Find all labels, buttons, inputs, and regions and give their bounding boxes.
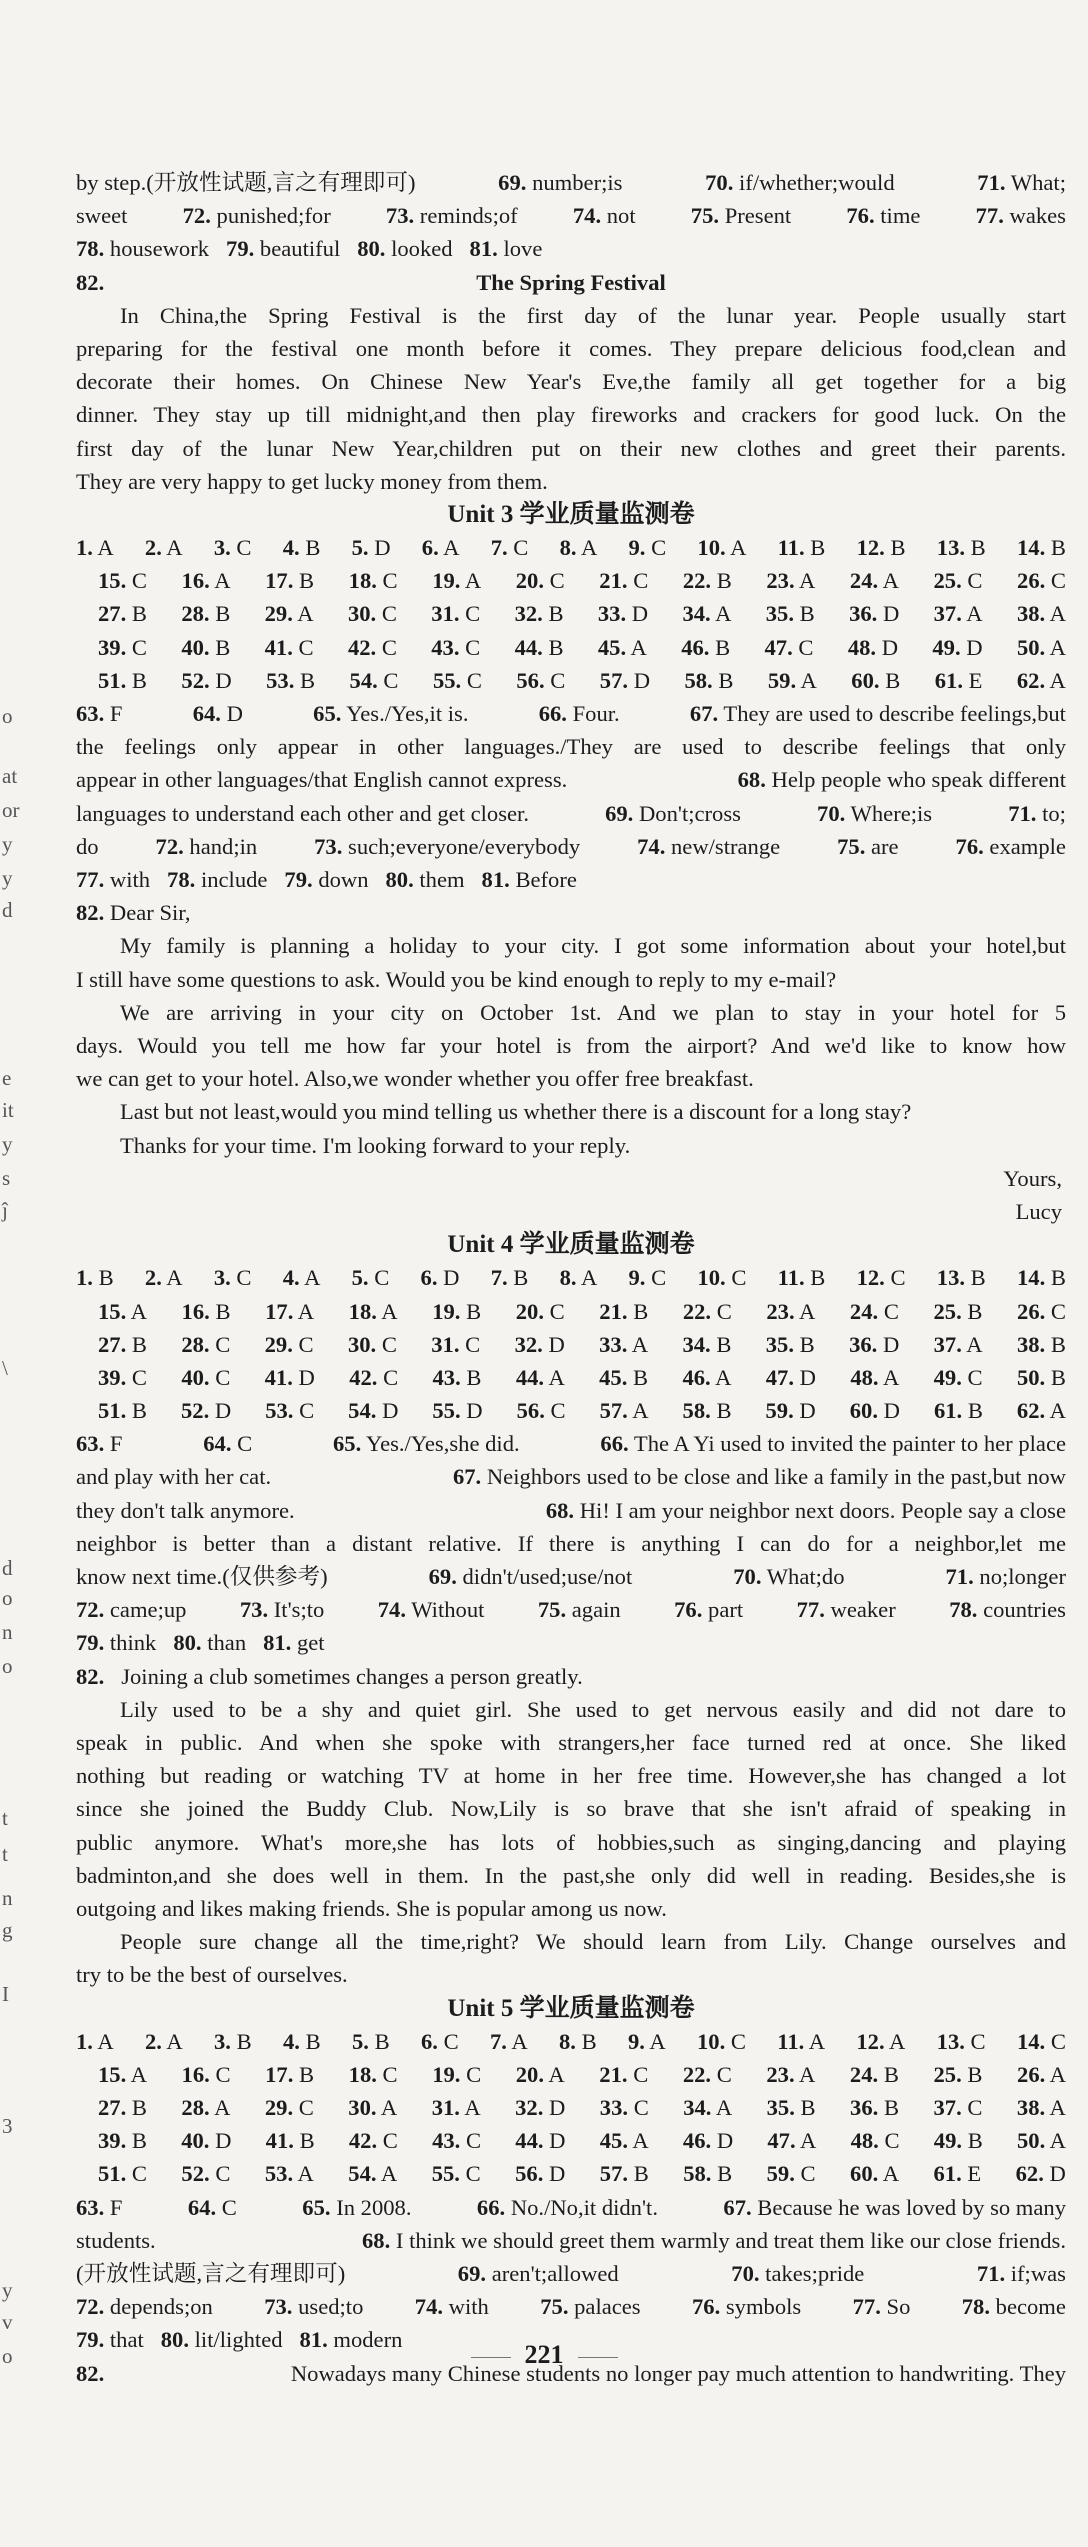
answer-item: 47. A	[767, 2128, 817, 2154]
answer-item: 11. A	[777, 2028, 826, 2054]
margin-char: o	[2, 2344, 13, 2368]
answer-item: 5. D	[351, 535, 391, 561]
margin-char: n	[2, 1620, 13, 1644]
answer-item: 41. D	[264, 1364, 315, 1390]
unit3-answer-row	[76, 664, 1066, 697]
answer-item: 62. A	[1016, 1398, 1066, 1424]
answer-item: 9. A	[628, 2028, 666, 2054]
unit5-q82: 82. Nowadays many Chinese students no longer pay much attention to handwriting. They	[76, 2360, 1066, 2386]
answer-item: 30. C	[347, 601, 397, 627]
unit2-q82-row	[76, 266, 1066, 299]
unit3-answer-row	[76, 631, 1066, 664]
answer-item: 56. D	[515, 2161, 566, 2187]
answer-item: 7. B	[490, 1265, 529, 1291]
unit3-answer-row	[76, 597, 1066, 630]
answer-item: 53. C	[265, 1398, 315, 1424]
answer-item: 27. B	[98, 1331, 147, 1357]
answer-item: 1. A	[76, 535, 114, 561]
answer-item: 48. A	[850, 1364, 900, 1390]
answer-page: by step.(开放性试题,言之有理即可) 69. number;is 70. if/whether;would 71. What; sweet 72. punished;for 73. reminds;of 74. not 75. Present 76. time 77. wakes 78. housework 79. beautiful 80. looked 81. love 82. The Spring Festival In China,the Spring Festival is the first day of the lunar year. People usually start preparing for the festival one month before it comes. They prepare delicious food,clean and decorate their homes. On Chinese New Year's Eve,the family all get together for a big dinner. They stay up till midnight,and then play fireworks and crackers for good luck. On the first day of the lunar New Year,children put on their new clothes and greet their parents. They are very happy to get lucky money from them. Unit 3 学业质量监测卷 1. A 2. A 3. C 4. B 5. D 6. A 7. C 8. A 9. C 10. A 11. B 12. B 13. B 14. B 15. C 16. A 17. B 18. C 19. A 20. C 21. C 22. B 23. A 24. A 25. C 26. C 27. B 28. B 29. A 30. C 31. C 32. B 33. D 34. A 35. B 36. D 37. A 38. A 39. C 40. B 41. C 42. C 43. C 44. B 45. A 46. B 47. C 48. D 49. D 50. A 51. B 52. D 53. B 54. C 55. C 56. C 57. D 58. B 59. A 60. B 61. E 62. A 63. F 64. D 65. Yes./Yes,it is. 66. Four. 67. They are used to describe feelings,but the feelings only appear in other languages./They are used to describe feelings that only appear in other languages/that English cannot express. 68. Help people who speak different languages to understand each other and get closer. 69. Don't;cross 70. Where;is 71. to; do 72. hand;in 73. such;everyone/everybody 74. new/strange 75. are 76. example 77. with 78. include 79. down 80. them 81. Before 82. Dear Sir, My family is planning a holiday to your city. I got some information about your hotel,but I still have some questions to ask. Would you be kind enough to reply to my e-mail? We are arriving in your city on October 1st. And we plan to stay in your hotel for 5 days. Would you tell me how far your hotel is from the airport? And we'd like to know how we can get to your hotel. Also,we wonder whether you offer free breakfast. Last but not least,would you mind telling us whether there is a discount for a long stay? Thanks for your time. I'm looking forward to your reply. Yours, Lucy Unit 4 学业质量监测卷 1. B 2. A 3. C 4. A 5. C 6. D 7. B 8. A 9. C 10. C 11. B 12. C 13. B 14. B 15. A 16. B 17. A 18. A 19. B 20. C 21. B 22. C 23. A 24. C 25. B 26. C 27. B 28. C 29. C 30. C 31. C 32. D 33. A 34. B 35. B 36. D 37. A 38. B 39. C 40. C 41. D 42. C 43. B 44. A 45. B 46. A 47. D 48. A 49. C 50. B 51. B 52. D 53. C 54. D 55. D 56. C 57. A 58. B 59. D 60. D 61. B 62. A 63. F 64. C 65. Yes./Yes,she did. 66. The A Yi used to invited the painter to her place and play with her cat. 67. Neighbors used to be close and like a family in the past,but now they don't talk anymore. 68. Hi! I am your neighbor next doors. People say a close neighbor is better than a distant relative. If there is anything I can do for a neighbor,let me know next time.(仅供参考) 69. didn't/used;use/not 70. What;do 71. no;longer 72. came;up 73. It's;to 74. Without 75. again 76. part 77. weaker 78. countries 79. think 80. than 81. get 82. Joining a club sometimes changes a person greatly. Lily used to be a shy and quiet girl. She used to get nervous easily and did not dare to speak in public. And when she spoke with strangers,her face turned red at once. She liked nothing but reading or watching TV at home in her free time. However,she has changed a lot since she joined the Buddy Club. Now,Lily is so brave that she isn't afraid of speaking in public anymore. What's more,she has lots of hobbies,such as singing,dancing and playing badminton,and she does well in them. In the past,she only did well in reading. Besides,she is outgoing and likes making friends. She is popular among us now. People sure change all the time,right? We should learn from Lily. Change ourselves and try to be the best of ourselves. Unit 5 学业质量监测卷 1. A 2. A 3. B 4. B 5. B 6. C 7. A 8. B 9. A 10. C 11. A 12. A 13. C 14. C 15. A 16. C 17. B 18. C 19. C 20. A 21. C 22. C 23. A 24. B 25. B 26. A 27. B 28. A 29. C 30. A 31. A 32. D 33. C 34. A 35. B 36. B 37. C 38. A 39. B 40. D 41. B 42. C 43. C 44. D 45. A 46. D 47. A 48. C 49. B 50. A 51. C 52. C 53. A 54. A 55. C 56. D 57. B 58. B 59. C 60. A 61. E 62. D 63. F 64. C 65. In 2008. 66. No./No,it didn't. 67. Because he was loved by so many students. 68. I think we should greet them warmly and treat them like our close friends. (开放性试题,言之有理即可) 69. aren't;allowed 70. takes;pride 71. if;was 72. depends;on 73. used;to 74. with 75. palaces 76. symbols 77. So 78. become 79. that 80. lit/lighted 81. modern 82. Nowadays many Chinese students no longer pay much attention to handwriting. They	[76, 166, 1066, 2390]
unit5-answer-row	[76, 2058, 1066, 2091]
answer-item: 57. D	[599, 667, 651, 693]
answer-item: 54. D	[348, 1398, 399, 1424]
answer-item: 31. C	[431, 1331, 481, 1357]
answer-item: 26. C	[1017, 1298, 1066, 1324]
answer-item: 23. A	[766, 568, 816, 594]
unit5-line68: students. 68. I think we should greet them warmly and treat them like our close friends.	[76, 2227, 1066, 2253]
unit4-line79: 79. think 80. than 81. get	[76, 1630, 325, 1656]
margin-char: v	[2, 2310, 13, 2334]
answer-item: 7. A	[490, 2028, 528, 2054]
answer-item: 10. C	[697, 2028, 746, 2054]
answer-item: 4. A	[282, 1265, 321, 1291]
unit4-choice-answers	[76, 1261, 1066, 1427]
margin-char: n	[2, 1886, 13, 1910]
answer-item: 14. C	[1016, 2028, 1066, 2054]
answer-item: 6. C	[421, 2028, 459, 2054]
answer-item: 11. B	[777, 535, 826, 561]
answer-item: 5. B	[352, 2028, 390, 2054]
answer-item: 47. C	[764, 634, 814, 660]
margin-char: s	[2, 1166, 11, 1190]
answer-item: 29. A	[264, 601, 314, 627]
answer-item: 9. C	[628, 535, 667, 561]
answer-item: 19. B	[432, 1298, 482, 1324]
answer-item: 31. A	[431, 2095, 481, 2121]
answer-item: 33. C	[599, 2095, 649, 2121]
answer-item: 29. C	[264, 1331, 314, 1357]
answer-item: 4. B	[283, 2028, 321, 2054]
answer-item: 14. B	[1016, 1265, 1066, 1291]
answer-item: 5. C	[351, 1265, 390, 1291]
unit3-line69: languages to understand each other and get closer. 69. Don't;cross 70. Where;is 71. to;	[76, 800, 1066, 826]
margin-char: g	[2, 1918, 13, 1942]
margin-char: d	[2, 898, 13, 922]
margin-char: t	[2, 1842, 8, 1866]
answer-item: 1. A	[76, 2028, 114, 2054]
answer-item: 47. D	[765, 1364, 816, 1390]
answer-item: 1. B	[76, 1265, 114, 1291]
answer-item: 55. C	[431, 2161, 481, 2187]
answer-item: 50. A	[1016, 2128, 1066, 2154]
answer-item: 38. B	[1016, 1331, 1066, 1357]
answer-item: 38. A	[1016, 2095, 1066, 2121]
answer-item: 58. B	[684, 667, 734, 693]
answer-item: 29. C	[264, 2095, 314, 2121]
unit3-line72: do 72. hand;in 73. such;everyone/everybody 74. new/strange 75. are 76. example	[76, 833, 1066, 859]
answer-item: 59. C	[766, 2161, 816, 2187]
answer-item: 55. D	[432, 1398, 483, 1424]
answer-item: 42. C	[349, 1364, 399, 1390]
answer-item: 38. A	[1016, 601, 1066, 627]
answer-item: 17. B	[265, 2061, 315, 2087]
unit4-line69: know next time.(仅供参考) 69. didn't/used;use/not 70. What;do 71. no;longer	[76, 1564, 1066, 1590]
margin-char: I	[2, 1982, 9, 2006]
answer-item: 2. A	[145, 2028, 183, 2054]
answer-item: 54. A	[348, 2161, 398, 2187]
margin-char: ĵ	[2, 1198, 8, 1222]
answer-item: 49. B	[933, 2128, 983, 2154]
margin-char: e	[2, 1066, 12, 1090]
margin-char: at	[2, 764, 18, 788]
answer-item: 26. A	[1017, 2061, 1066, 2087]
answer-item: 18. A	[348, 1298, 398, 1324]
answer-item: 17. A	[265, 1298, 315, 1324]
unit4-line68: they don't talk anymore. 68. Hi! I am your neighbor next doors. People say a close	[76, 1497, 1066, 1523]
unit4-answer-row	[76, 1328, 1066, 1361]
answer-item: 55. C	[432, 667, 482, 693]
answer-item: 31. C	[431, 601, 481, 627]
unit5-choice-answers	[76, 2025, 1066, 2191]
answer-item: 49. C	[933, 1364, 983, 1390]
answer-item: 10. A	[697, 535, 747, 561]
answer-item: 9. C	[628, 1265, 667, 1291]
unit3-line77: 77. with 78. include 79. down 80. them 81. Before	[76, 866, 577, 892]
answer-item: 2. A	[144, 535, 183, 561]
answer-item: 17. B	[265, 568, 315, 594]
answer-item: 48. D	[847, 634, 899, 660]
answer-item: 56. C	[516, 1398, 566, 1424]
answer-item: 36. D	[849, 1331, 900, 1357]
answer-item: 12. B	[856, 535, 906, 561]
answer-item: 61. E	[934, 667, 983, 693]
answer-item: 53. B	[266, 667, 316, 693]
unit2-line3: 78. housework 79. beautiful 80. looked 81. love	[76, 236, 543, 262]
answer-text: by step.(开放性试题,言之有理即可)	[76, 170, 416, 195]
answer-item: 15. A	[98, 1298, 147, 1324]
unit3-answer-row	[76, 564, 1066, 597]
answer-item: 46. A	[682, 1364, 732, 1390]
margin-char: \	[2, 1356, 8, 1380]
answer-item: 22. C	[682, 2061, 732, 2087]
answer-item: 10. C	[697, 1265, 747, 1291]
answer-item: 19. C	[432, 2061, 482, 2087]
answer-item: 30. A	[348, 2095, 398, 2121]
answer-item: 2. A	[144, 1265, 183, 1291]
unit3-answer-row	[76, 531, 1066, 564]
answer-item: 22. B	[682, 568, 732, 594]
answer-item: 37. A	[933, 601, 983, 627]
answer-item: 3. C	[213, 535, 252, 561]
answer-item: 62. A	[1016, 667, 1066, 693]
answer-item: 33. A	[599, 1331, 649, 1357]
answer-item: 40. D	[181, 2128, 232, 2154]
margin-char: 3	[2, 2114, 13, 2138]
answer-item: 58. B	[683, 2161, 733, 2187]
unit4-line72: 72. came;up 73. It's;to 74. Without 75. again 76. part 77. weaker 78. countries	[76, 1597, 1066, 1623]
answer-item: 52. C	[181, 2161, 231, 2187]
letter-closing: Yours,	[1003, 1165, 1062, 1191]
unit4-answer-row	[76, 1361, 1066, 1394]
answer-item: 59. A	[767, 667, 817, 693]
unit3-line68: appear in other languages/that English cannot express. 68. Help people who speak different	[76, 767, 1066, 793]
answer-item: 35. B	[765, 1331, 815, 1357]
answer-item: 7. C	[490, 535, 529, 561]
margin-char: d	[2, 1556, 13, 1580]
unit3-choice-answers	[76, 531, 1066, 697]
answer-item: 54. C	[349, 667, 399, 693]
answer-item: 23. A	[766, 2061, 816, 2087]
answer-item: 35. B	[766, 2095, 816, 2121]
answer-item: 20. C	[515, 1298, 565, 1324]
answer-item: 39. C	[98, 634, 147, 660]
answer-item: 15. C	[98, 568, 147, 594]
answer-item: 12. C	[856, 1265, 906, 1291]
spring-festival-essay: In China,the Spring Festival is the first day of the lunar year. People usually start preparing for the festival one month before it comes. They prepare delicious food,clean and decorate their homes. On Chinese New Year's Eve,the family all get together for a big dinner. They stay up till midnight,and then play fireworks and crackers for good luck. On the first day of the lunar New Year,children put on their new clothes and greet their parents. They are very happy to get lucky money from them.	[76, 302, 1066, 494]
unit5-answer-row	[76, 2157, 1066, 2190]
unit5-answer-row	[76, 2025, 1066, 2058]
answer-item: 21. B	[599, 1298, 649, 1324]
essay-title: The Spring Festival	[476, 269, 666, 295]
answer-item: 43. C	[431, 634, 481, 660]
answer-item: 57. B	[599, 2161, 649, 2187]
margin-char: t	[2, 1806, 8, 1830]
answer-item: 3. B	[214, 2028, 252, 2054]
answer-item: 22. C	[682, 1298, 732, 1324]
answer-item: 26. C	[1017, 568, 1066, 594]
answer-item: 50. A	[1016, 634, 1066, 660]
answer-item: 3. C	[213, 1265, 252, 1291]
answer-item: 43. C	[432, 2128, 482, 2154]
answer-item: 52. D	[180, 1398, 232, 1424]
answer-item: 8. B	[559, 2028, 597, 2054]
answer-item: 36. D	[849, 601, 900, 627]
answer-item: 21. C	[599, 2061, 649, 2087]
answer-item: 61. E	[933, 2161, 982, 2187]
answer-item: 27. B	[98, 2095, 147, 2121]
answer-item: 35. B	[765, 601, 815, 627]
answer-item: 44. D	[515, 2128, 566, 2154]
answer-item: 46. D	[682, 2128, 734, 2154]
answer-item: 50. B	[1016, 1364, 1066, 1390]
answer-item: 49. D	[932, 634, 983, 660]
answer-item: 62. D	[1015, 2161, 1066, 2187]
answer-item: 16. B	[181, 1298, 231, 1324]
answer-item: 28. B	[181, 601, 231, 627]
answer-item: 44. B	[514, 634, 564, 660]
answer-item: 34. A	[682, 601, 732, 627]
answer-item: 52. D	[181, 667, 232, 693]
unit4-answer-row	[76, 1295, 1066, 1328]
answer-item: 18. C	[348, 2061, 398, 2087]
answer-item: 57. A	[599, 1398, 649, 1424]
answer-item: 43. B	[432, 1364, 482, 1390]
unit5-line63: 63. F 64. C 65. In 2008. 66. No./No,it didn't. 67. Because he was loved by so many	[76, 2194, 1066, 2220]
answer-item: 41. C	[264, 634, 314, 660]
answer-item: 15. A	[98, 2061, 147, 2087]
answer-item: 37. A	[933, 1331, 983, 1357]
answer-item: 58. B	[682, 1398, 732, 1424]
unit3-letter: My family is planning a holiday to your city. I got some information about your hotel,but I still have some questions to ask. Would you be kind enough to reply to my e-mail? We are arriving in your city on October 1st. And we plan to stay in your hotel for 5 days. Would you tell me how far your hotel is from the airport? And we'd like to know how we can get to your hotel. Also,we wonder whether you offer free breakfast. Last but not least,would you mind telling us whether there is a discount for a long stay? Thanks for your time. I'm looking forward to your reply. Yours, Lucy	[76, 929, 1066, 1228]
answer-item: 24. C	[849, 1298, 899, 1324]
answer-item: 32. B	[514, 601, 564, 627]
answer-item: 20. A	[515, 2061, 565, 2087]
answer-item: 12. A	[856, 2028, 906, 2054]
unit5-line69: (开放性试题,言之有理即可) 69. aren't;allowed 70. takes;pride 71. if;was	[76, 2261, 1066, 2287]
answer-item: 42. C	[347, 634, 397, 660]
margin-char: y	[2, 1132, 13, 1156]
answer-item: 8. A	[559, 1265, 598, 1291]
answer-item: 34. B	[682, 1331, 732, 1357]
answer-item: 34. A	[683, 2095, 733, 2121]
answer-item: 45. A	[599, 2128, 649, 2154]
answer-item: 13. B	[936, 535, 986, 561]
answer-item: 45. B	[599, 1364, 649, 1390]
answer-item: 16. A	[181, 568, 231, 594]
answer-item: 20. C	[515, 568, 565, 594]
unit5-line72: 72. depends;on 73. used;to 74. with 75. palaces 76. symbols 77. So 78. become	[76, 2294, 1066, 2320]
answer-item: 18. C	[348, 568, 398, 594]
answer-item: 27. B	[98, 601, 147, 627]
answer-item: 28. C	[181, 1331, 231, 1357]
letter-signature: Lucy	[1015, 1198, 1062, 1224]
answer-item: 21. C	[599, 568, 649, 594]
unit4-essay: Lily used to be a shy and quiet girl. She used to get nervous easily and did not dare to speak in public. And when she spoke with strangers,her face turned red at once. She liked nothing but reading or watching TV at home in her free time. However,she has changed a lot since she joined the Buddy Club. Now,Lily is so brave that she isn't afraid of speaking in public anymore. What's more,she has lots of hobbies,such as singing,dancing and playing badminton,and she does well in them. In the past,she only did well in reading. Besides,she is outgoing and likes making friends. She is popular among us now. People sure change all the time,right? We should learn from Lily. Change ourselves and try to be the best of ourselves.	[76, 1696, 1066, 1988]
answer-item: 48. C	[850, 2128, 900, 2154]
answer-item: 51. C	[98, 2161, 147, 2187]
answer-item: 60. A	[850, 2161, 900, 2187]
answer-item: 60. D	[849, 1398, 900, 1424]
margin-char: y	[2, 866, 13, 890]
answer-item: 37. C	[933, 2095, 983, 2121]
answer-item: 44. A	[515, 1364, 565, 1390]
margin-char: o	[2, 1586, 13, 1610]
margin-char: y	[2, 832, 13, 856]
unit4-answer-row	[76, 1261, 1066, 1294]
unit4-title: Unit 4 学业质量监测卷	[447, 1231, 695, 1259]
answer-item: 36. B	[850, 2095, 900, 2121]
answer-item: 40. C	[181, 1364, 231, 1390]
margin-bleed-strip	[0, 0, 30, 2547]
answer-item: 51. B	[98, 1398, 147, 1424]
answer-item: 28. A	[181, 2095, 231, 2121]
unit5-title: Unit 5 学业质量监测卷	[447, 1994, 695, 2022]
answer-item: 11. B	[777, 1265, 826, 1291]
answer-item: 42. C	[348, 2128, 398, 2154]
margin-char: o	[2, 704, 13, 728]
page-number: 221	[0, 2340, 1088, 2370]
answer-item: 25. C	[933, 568, 983, 594]
answer-item: 14. B	[1016, 535, 1066, 561]
answer-item: 6. D	[420, 1265, 460, 1291]
answer-item: 6. A	[421, 535, 460, 561]
unit5-answer-row	[76, 2091, 1066, 2124]
unit5-answer-row	[76, 2124, 1066, 2157]
answer-item: 23. A	[766, 1298, 816, 1324]
margin-char: or	[2, 798, 20, 822]
answer-item: 45. A	[597, 634, 647, 660]
answer-item: 16. C	[181, 2061, 231, 2087]
unit4-q82: 82. Joining a club sometimes changes a person greatly.	[76, 1663, 583, 1689]
answer-item: 51. B	[98, 667, 147, 693]
margin-char: it	[2, 1098, 14, 1122]
answer-item: 25. B	[933, 2061, 983, 2087]
answer-item: 40. B	[181, 634, 231, 660]
answer-item: 59. D	[765, 1398, 816, 1424]
answer-item: 61. B	[933, 1398, 983, 1424]
answer-item: 32. D	[515, 2095, 566, 2121]
answer-item: 24. A	[849, 568, 899, 594]
margin-char: o	[2, 1654, 13, 1678]
margin-char: y	[2, 2278, 13, 2302]
answer-item: 25. B	[933, 1298, 983, 1324]
unit2-line1: by step.(开放性试题,言之有理即可) 69. number;is 70. if/whether;would 71. What;	[76, 166, 1066, 199]
answer-item: 53. A	[264, 2161, 314, 2187]
answer-item: 56. C	[516, 667, 566, 693]
unit5-line79: 79. that 80. lit/lighted 81. modern	[76, 2327, 403, 2353]
answer-item: 13. B	[936, 1265, 986, 1291]
unit4-line67: and play with her cat. 67. Neighbors used to be close and like a family in the past,but now	[76, 1464, 1066, 1490]
answer-item: 33. D	[597, 601, 649, 627]
unit3-title: Unit 3 学业质量监测卷	[447, 500, 695, 528]
unit2-line2: sweet 72. punished;for 73. reminds;of 74. not 75. Present 76. time 77. wakes	[76, 203, 1066, 229]
answer-item: 8. A	[559, 535, 598, 561]
answer-item: 30. C	[347, 1331, 397, 1357]
answer-item: 41. B	[265, 2128, 315, 2154]
unit3-line63: 63. F 64. D 65. Yes./Yes,it is. 66. Four. 67. They are used to describe feelings,but	[76, 701, 1066, 727]
answer-item: 46. B	[681, 634, 731, 660]
answer-item: 13. C	[936, 2028, 986, 2054]
answer-item: 19. A	[432, 568, 482, 594]
answer-item: 32. D	[514, 1331, 565, 1357]
unit4-line63: 63. F 64. C 65. Yes./Yes,she did. 66. The A Yi used to invited the painter to her place	[76, 1431, 1066, 1457]
answer-item: 24. B	[849, 2061, 899, 2087]
answer-item: 4. B	[282, 535, 321, 561]
unit4-answer-row	[76, 1394, 1066, 1427]
answer-item: 39. C	[98, 1364, 147, 1390]
unit3-q82-greeting: 82. Dear Sir,	[76, 900, 191, 926]
answer-item: 39. B	[98, 2128, 147, 2154]
question-number: 82.	[76, 269, 105, 295]
answer-item: 60. B	[851, 667, 901, 693]
